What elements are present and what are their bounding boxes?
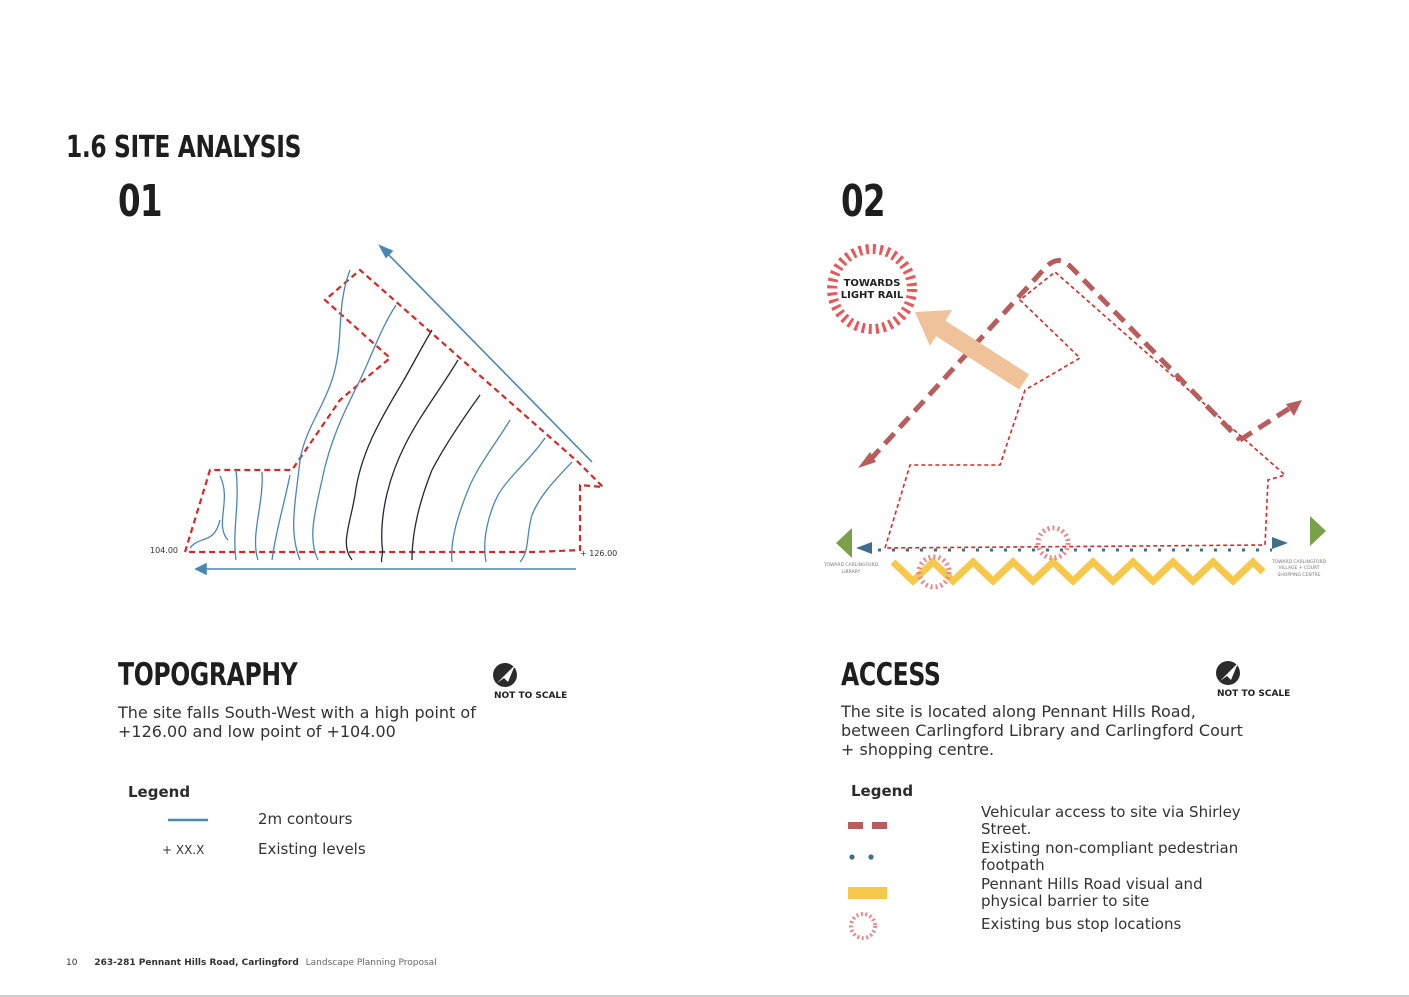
access-description: The site is located along Pennant Hills Road, between Carlingford Library and Carlingford Court + shopping centre. [841,702,1243,759]
footpath-arrow-right [1272,537,1288,549]
legend-label-levels: Existing levels [258,840,366,858]
vehicular-access-route [870,261,1290,461]
contour-line [520,462,572,562]
access-map [823,249,1327,587]
footpath-arrow-left [856,542,872,554]
panel-number-access: 02 [841,176,885,227]
legend-label-footpath: Existing non-compliant pedestrian footpath [981,839,1239,874]
label-toward-court: TOWARD CARLINGFORD [1271,560,1327,565]
contour-line [485,438,545,562]
legend-vehicular-symbol [848,822,887,829]
topography-heading: TOPOGRAPHY [118,657,298,693]
legend-label-barrier: Pennant Hills Road visual and physical barrier to site [981,875,1203,910]
label-toward-library: LIBRARY [841,570,861,575]
slope-arrow-upper [380,246,592,462]
label-toward-library: TOWARD CARLINGFORD [823,563,879,568]
north-arrow-icon [1216,661,1240,685]
legend-label-bus-stop: Existing bus stop locations [981,915,1182,933]
legend-label-vehicular: Vehicular access to site via Shirley Street. [981,803,1241,838]
svg-text:LIGHT RAIL: LIGHT RAIL [840,290,904,301]
access-heading: ACCESS [841,657,941,693]
access-legend-title: Legend [851,782,914,800]
legend-label-contours: 2m contours [258,810,353,828]
label-toward-court: SHOPPING CENTRE [1277,573,1321,578]
not-to-scale-label: NOT TO SCALE [494,691,568,701]
light-rail-badge [832,249,912,329]
contour-line [346,330,432,560]
not-to-scale-label: NOT TO SCALE [1217,689,1291,699]
slope-arrow-lower [196,564,576,574]
contour-line [381,360,458,562]
direction-arrow-right [1310,516,1326,546]
contour-line [190,520,220,548]
level-label-low: 104.00 [150,546,178,555]
topography-legend-title: Legend [128,783,191,801]
page-number: 10 [66,958,78,968]
site-boundary [185,270,603,552]
contour-line [294,270,350,560]
footer-project: 263-281 Pennant Hills Road, Carlingford [94,958,299,968]
section-title: 1.6 SITE ANALYSIS [66,130,302,165]
direction-arrow-left [836,528,852,558]
contour-line [220,470,237,560]
contour-line [272,475,290,560]
footer-document: Landscape Planning Proposal [305,958,437,968]
level-label-high: + 126.00 [580,549,618,558]
panel-number-topography: 01 [118,176,162,227]
contour-group [190,270,572,562]
legend-levels-symbol: + XX.X [162,843,205,857]
legend-barrier-symbol [848,887,887,899]
vehicular-arrow-head [1286,400,1302,416]
bus-stop-marker [1038,528,1068,558]
contour-line [256,472,263,560]
legend-footpath-symbol [849,854,873,859]
north-arrow-icon [493,663,517,687]
topography-description: The site falls South-West with a high point of +126.00 and low point of +104.00 [118,703,476,741]
legend-bus-stop-symbol [851,914,875,938]
contour-line [313,305,396,560]
contour-line [412,395,480,560]
svg-text:TOWARDS: TOWARDS [843,278,901,289]
light-rail-arrow [915,310,1024,382]
label-toward-court: VILLAGE + COURT [1278,566,1320,571]
page-footer [66,958,437,968]
